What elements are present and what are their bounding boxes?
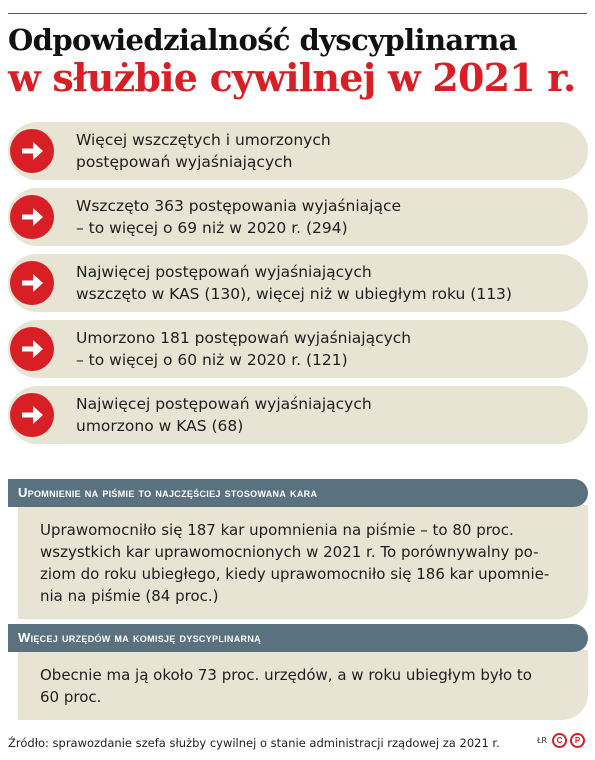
title-line-1: Odpowiedzialność dyscyplinarna <box>8 23 517 57</box>
section-heading: Upomnienie na piśmie to najczęściej stosowana kara <box>18 485 318 500</box>
fact-text <box>76 129 568 173</box>
arrow-right-icon <box>10 393 54 437</box>
fact-line: Najwięcej postępowań wyjaśniających <box>76 395 372 413</box>
fact-line: wszczęto w KAS (130), więcej niż w ubiegłym roku (113) <box>76 285 512 303</box>
fact-item <box>8 254 588 312</box>
section-header <box>8 624 588 652</box>
section-heading: Więcej urzędów ma komisję dyscyplinarną <box>18 630 261 645</box>
publisher-logo-p: P <box>570 733 585 748</box>
arrow-right-icon <box>10 195 54 239</box>
body-line: Obecnie ma ją około 73 proc. urzędów, a w roku ubiegłym było to <box>40 666 532 684</box>
fact-item <box>8 122 588 180</box>
section-header <box>8 479 588 507</box>
fact-text <box>76 195 568 239</box>
arrow-right-icon <box>10 129 54 173</box>
section-body <box>18 650 588 720</box>
fact-line: – to więcej o 60 niż w 2020 r. (121) <box>76 351 348 369</box>
fact-item <box>8 386 588 444</box>
body-line: 60 proc. <box>40 688 102 706</box>
fact-text <box>76 261 568 305</box>
title-line-2: w służbie cywilnej w 2021 r. <box>8 55 576 100</box>
fact-line: Wszczęto 363 postępowania wyjaśniające <box>76 197 402 215</box>
fact-line: Umorzono 181 postępowań wyjaśniających <box>76 329 412 347</box>
credit <box>537 733 585 748</box>
arrow-right-icon <box>10 327 54 371</box>
page-title <box>8 23 588 100</box>
section-body <box>18 505 588 619</box>
fact-item <box>8 320 588 378</box>
body-line: nia na piśmie (84 proc.) <box>40 587 219 605</box>
fact-text <box>76 393 568 437</box>
body-line: Uprawomocniło się 187 kar upomnienia na piśmie – to 80 proc. <box>40 521 514 539</box>
top-divider <box>8 13 587 14</box>
fact-line: Więcej wszczętych i umorzonych <box>76 131 331 149</box>
fact-text <box>76 327 568 371</box>
fact-line: umorzono w KAS (68) <box>76 417 244 435</box>
arrow-right-icon <box>10 261 54 305</box>
source-note: Źródło: sprawozdanie szefa służby cywilnej o stanie administracji rządowej za 2021 r. <box>8 736 500 750</box>
body-line: wszystkich kar uprawomocnionych w 2021 r. To porównywalny po- <box>40 543 539 561</box>
author-initials: ŁR <box>536 736 547 745</box>
facts-list <box>8 122 588 452</box>
fact-line: – to więcej o 69 niż w 2020 r. (294) <box>76 219 348 237</box>
fact-line: Najwięcej postępowań wyjaśniających <box>76 263 372 281</box>
section-committees <box>8 624 588 720</box>
body-line: ziom do roku ubiegłego, kiedy uprawomocniło się 186 kar upomnie- <box>40 565 550 583</box>
publisher-logo-c: C <box>552 733 567 748</box>
fact-line: postępowań wyjaśniających <box>76 153 293 171</box>
section-reprimand <box>8 479 588 619</box>
fact-item <box>8 188 588 246</box>
